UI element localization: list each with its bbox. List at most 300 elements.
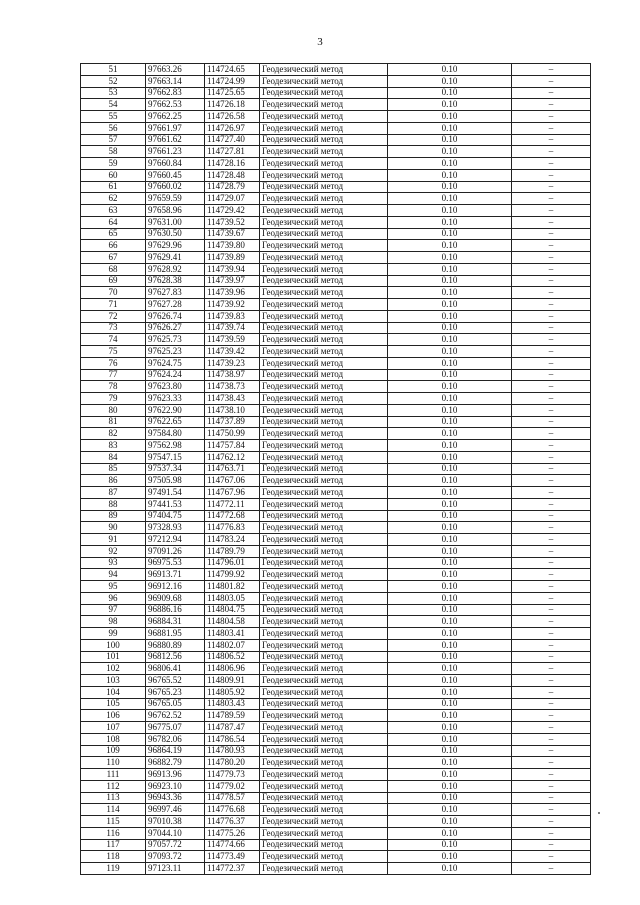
method-cell: Геодезический метод xyxy=(260,404,388,416)
point-number-cell: 106 xyxy=(81,710,146,722)
x-coordinate-cell: 97491.54 xyxy=(146,487,205,499)
point-number-cell: 67 xyxy=(81,252,146,264)
point-number-cell: 113 xyxy=(81,792,146,804)
y-coordinate-cell: 114776.83 xyxy=(205,522,260,534)
y-coordinate-cell: 114772.68 xyxy=(205,510,260,522)
method-cell: Геодезический метод xyxy=(260,581,388,593)
y-coordinate-cell: 114739.52 xyxy=(205,216,260,228)
table-row xyxy=(81,851,591,863)
table-row xyxy=(81,451,591,463)
y-coordinate-cell: 114739.92 xyxy=(205,299,260,311)
x-coordinate-cell: 97626.27 xyxy=(146,322,205,334)
point-number-cell: 68 xyxy=(81,263,146,275)
y-coordinate-cell: 114729.07 xyxy=(205,193,260,205)
x-coordinate-cell: 97584.80 xyxy=(146,428,205,440)
method-cell: Геодезический метод xyxy=(260,275,388,287)
y-coordinate-cell: 114728.79 xyxy=(205,181,260,193)
x-coordinate-cell: 97660.45 xyxy=(146,169,205,181)
x-coordinate-cell: 96886.16 xyxy=(146,604,205,616)
note-cell: – xyxy=(512,193,591,205)
table-row xyxy=(81,122,591,134)
table-row xyxy=(81,369,591,381)
x-coordinate-cell: 97622.65 xyxy=(146,416,205,428)
accuracy-cell: 0.10 xyxy=(388,75,512,87)
x-coordinate-cell: 97091.26 xyxy=(146,545,205,557)
y-coordinate-cell: 114796.01 xyxy=(205,557,260,569)
accuracy-cell: 0.10 xyxy=(388,451,512,463)
x-coordinate-cell: 97627.83 xyxy=(146,287,205,299)
y-coordinate-cell: 114780.20 xyxy=(205,757,260,769)
note-cell: – xyxy=(512,510,591,522)
table-row xyxy=(81,616,591,628)
y-coordinate-cell: 114776.37 xyxy=(205,816,260,828)
x-coordinate-cell: 97659.59 xyxy=(146,193,205,205)
accuracy-cell: 0.10 xyxy=(388,334,512,346)
y-coordinate-cell: 114789.59 xyxy=(205,710,260,722)
note-cell: – xyxy=(512,416,591,428)
x-coordinate-cell: 96881.95 xyxy=(146,628,205,640)
table-row xyxy=(81,757,591,769)
scan-speck xyxy=(598,812,600,814)
accuracy-cell: 0.10 xyxy=(388,722,512,734)
note-cell: – xyxy=(512,134,591,146)
x-coordinate-cell: 96909.68 xyxy=(146,592,205,604)
table-row xyxy=(81,592,591,604)
accuracy-cell: 0.10 xyxy=(388,463,512,475)
y-coordinate-cell: 114724.65 xyxy=(205,64,260,76)
table-row xyxy=(81,87,591,99)
table-row xyxy=(81,134,591,146)
method-cell: Геодезический метод xyxy=(260,863,388,875)
y-coordinate-cell: 114806.52 xyxy=(205,651,260,663)
table-row xyxy=(81,334,591,346)
point-number-cell: 57 xyxy=(81,134,146,146)
note-cell: – xyxy=(512,205,591,217)
note-cell: – xyxy=(512,252,591,264)
point-number-cell: 58 xyxy=(81,146,146,158)
table-row xyxy=(81,64,591,76)
accuracy-cell: 0.10 xyxy=(388,263,512,275)
accuracy-cell: 0.10 xyxy=(388,275,512,287)
point-number-cell: 105 xyxy=(81,698,146,710)
x-coordinate-cell: 97628.92 xyxy=(146,263,205,275)
note-cell: – xyxy=(512,463,591,475)
point-number-cell: 99 xyxy=(81,628,146,640)
y-coordinate-cell: 114739.67 xyxy=(205,228,260,240)
point-number-cell: 62 xyxy=(81,193,146,205)
x-coordinate-cell: 97505.98 xyxy=(146,475,205,487)
table-row xyxy=(81,733,591,745)
accuracy-cell: 0.10 xyxy=(388,428,512,440)
table-row xyxy=(81,346,591,358)
point-number-cell: 72 xyxy=(81,310,146,322)
accuracy-cell: 0.10 xyxy=(388,816,512,828)
accuracy-cell: 0.10 xyxy=(388,228,512,240)
note-cell: – xyxy=(512,639,591,651)
table-row xyxy=(81,675,591,687)
x-coordinate-cell: 97625.23 xyxy=(146,346,205,358)
x-coordinate-cell: 96775.07 xyxy=(146,722,205,734)
note-cell: – xyxy=(512,827,591,839)
method-cell: Геодезический метод xyxy=(260,545,388,557)
x-coordinate-cell: 97547.15 xyxy=(146,451,205,463)
table-row xyxy=(81,780,591,792)
point-number-cell: 86 xyxy=(81,475,146,487)
accuracy-cell: 0.10 xyxy=(388,158,512,170)
x-coordinate-cell: 96913.96 xyxy=(146,769,205,781)
method-cell: Геодезический метод xyxy=(260,827,388,839)
y-coordinate-cell: 114803.43 xyxy=(205,698,260,710)
table-row xyxy=(81,569,591,581)
table-row xyxy=(81,393,591,405)
x-coordinate-cell: 97663.14 xyxy=(146,75,205,87)
method-cell: Геодезический метод xyxy=(260,510,388,522)
y-coordinate-cell: 114726.97 xyxy=(205,122,260,134)
note-cell: – xyxy=(512,839,591,851)
x-coordinate-cell: 97441.53 xyxy=(146,498,205,510)
y-coordinate-cell: 114739.23 xyxy=(205,357,260,369)
method-cell: Геодезический метод xyxy=(260,346,388,358)
x-coordinate-cell: 97626.74 xyxy=(146,310,205,322)
method-cell: Геодезический метод xyxy=(260,569,388,581)
y-coordinate-cell: 114724.99 xyxy=(205,75,260,87)
point-number-cell: 97 xyxy=(81,604,146,616)
y-coordinate-cell: 114738.97 xyxy=(205,369,260,381)
table-row xyxy=(81,428,591,440)
point-number-cell: 81 xyxy=(81,416,146,428)
y-coordinate-cell: 114739.97 xyxy=(205,275,260,287)
accuracy-cell: 0.10 xyxy=(388,663,512,675)
x-coordinate-cell: 97660.02 xyxy=(146,181,205,193)
method-cell: Геодезический метод xyxy=(260,592,388,604)
method-cell: Геодезический метод xyxy=(260,487,388,499)
note-cell: – xyxy=(512,87,591,99)
accuracy-cell: 0.10 xyxy=(388,181,512,193)
note-cell: – xyxy=(512,393,591,405)
point-number-cell: 108 xyxy=(81,733,146,745)
table-row xyxy=(81,557,591,569)
note-cell: – xyxy=(512,534,591,546)
accuracy-cell: 0.10 xyxy=(388,87,512,99)
y-coordinate-cell: 114762.12 xyxy=(205,451,260,463)
method-cell: Геодезический метод xyxy=(260,639,388,651)
accuracy-cell: 0.10 xyxy=(388,381,512,393)
accuracy-cell: 0.10 xyxy=(388,393,512,405)
y-coordinate-cell: 114789.79 xyxy=(205,545,260,557)
y-coordinate-cell: 114739.42 xyxy=(205,346,260,358)
note-cell: – xyxy=(512,369,591,381)
table-row xyxy=(81,181,591,193)
note-cell: – xyxy=(512,698,591,710)
point-number-cell: 63 xyxy=(81,205,146,217)
accuracy-cell: 0.10 xyxy=(388,193,512,205)
method-cell: Геодезический метод xyxy=(260,134,388,146)
method-cell: Геодезический метод xyxy=(260,299,388,311)
point-number-cell: 77 xyxy=(81,369,146,381)
point-number-cell: 78 xyxy=(81,381,146,393)
y-coordinate-cell: 114776.68 xyxy=(205,804,260,816)
x-coordinate-cell: 97662.83 xyxy=(146,87,205,99)
x-coordinate-cell: 97630.50 xyxy=(146,228,205,240)
point-number-cell: 109 xyxy=(81,745,146,757)
point-number-cell: 51 xyxy=(81,64,146,76)
accuracy-cell: 0.10 xyxy=(388,545,512,557)
method-cell: Геодезический метод xyxy=(260,252,388,264)
method-cell: Геодезический метод xyxy=(260,604,388,616)
note-cell: – xyxy=(512,275,591,287)
point-number-cell: 64 xyxy=(81,216,146,228)
method-cell: Геодезический метод xyxy=(260,381,388,393)
point-number-cell: 84 xyxy=(81,451,146,463)
point-number-cell: 61 xyxy=(81,181,146,193)
method-cell: Геодезический метод xyxy=(260,181,388,193)
note-cell: – xyxy=(512,675,591,687)
y-coordinate-cell: 114779.73 xyxy=(205,769,260,781)
accuracy-cell: 0.10 xyxy=(388,604,512,616)
y-coordinate-cell: 114725.65 xyxy=(205,87,260,99)
accuracy-cell: 0.10 xyxy=(388,581,512,593)
method-cell: Геодезический метод xyxy=(260,334,388,346)
note-cell: – xyxy=(512,804,591,816)
y-coordinate-cell: 114775.26 xyxy=(205,827,260,839)
table-row xyxy=(81,769,591,781)
x-coordinate-cell: 97010.38 xyxy=(146,816,205,828)
point-number-cell: 80 xyxy=(81,404,146,416)
method-cell: Геодезический метод xyxy=(260,169,388,181)
note-cell: – xyxy=(512,616,591,628)
point-number-cell: 79 xyxy=(81,393,146,405)
accuracy-cell: 0.10 xyxy=(388,498,512,510)
point-number-cell: 91 xyxy=(81,534,146,546)
point-number-cell: 71 xyxy=(81,299,146,311)
accuracy-cell: 0.10 xyxy=(388,440,512,452)
note-cell: – xyxy=(512,334,591,346)
point-number-cell: 76 xyxy=(81,357,146,369)
accuracy-cell: 0.10 xyxy=(388,146,512,158)
y-coordinate-cell: 114738.10 xyxy=(205,404,260,416)
y-coordinate-cell: 114767.06 xyxy=(205,475,260,487)
note-cell: – xyxy=(512,99,591,111)
accuracy-cell: 0.10 xyxy=(388,252,512,264)
y-coordinate-cell: 114803.05 xyxy=(205,592,260,604)
table-row xyxy=(81,99,591,111)
table-row xyxy=(81,158,591,170)
x-coordinate-cell: 97629.41 xyxy=(146,252,205,264)
x-coordinate-cell: 96943.36 xyxy=(146,792,205,804)
accuracy-cell: 0.10 xyxy=(388,310,512,322)
accuracy-cell: 0.10 xyxy=(388,369,512,381)
y-coordinate-cell: 114726.58 xyxy=(205,111,260,123)
accuracy-cell: 0.10 xyxy=(388,769,512,781)
point-number-cell: 53 xyxy=(81,87,146,99)
note-cell: – xyxy=(512,569,591,581)
y-coordinate-cell: 114739.74 xyxy=(205,322,260,334)
x-coordinate-cell: 96765.23 xyxy=(146,686,205,698)
point-number-cell: 55 xyxy=(81,111,146,123)
coordinates-table-body xyxy=(81,64,591,875)
accuracy-cell: 0.10 xyxy=(388,592,512,604)
table-row xyxy=(81,651,591,663)
point-number-cell: 116 xyxy=(81,827,146,839)
point-number-cell: 112 xyxy=(81,780,146,792)
method-cell: Геодезический метод xyxy=(260,710,388,722)
table-row xyxy=(81,487,591,499)
note-cell: – xyxy=(512,287,591,299)
accuracy-cell: 0.10 xyxy=(388,534,512,546)
table-row xyxy=(81,522,591,534)
x-coordinate-cell: 97057.72 xyxy=(146,839,205,851)
y-coordinate-cell: 114738.43 xyxy=(205,393,260,405)
note-cell: – xyxy=(512,710,591,722)
point-number-cell: 93 xyxy=(81,557,146,569)
note-cell: – xyxy=(512,733,591,745)
note-cell: – xyxy=(512,663,591,675)
accuracy-cell: 0.10 xyxy=(388,122,512,134)
method-cell: Геодезический метод xyxy=(260,75,388,87)
point-number-cell: 74 xyxy=(81,334,146,346)
point-number-cell: 73 xyxy=(81,322,146,334)
note-cell: – xyxy=(512,557,591,569)
note-cell: – xyxy=(512,169,591,181)
table-row xyxy=(81,310,591,322)
note-cell: – xyxy=(512,299,591,311)
method-cell: Геодезический метод xyxy=(260,111,388,123)
table-row xyxy=(81,357,591,369)
accuracy-cell: 0.10 xyxy=(388,686,512,698)
y-coordinate-cell: 114739.83 xyxy=(205,310,260,322)
accuracy-cell: 0.10 xyxy=(388,557,512,569)
y-coordinate-cell: 114799.92 xyxy=(205,569,260,581)
table-row xyxy=(81,804,591,816)
table-row xyxy=(81,863,591,875)
point-number-cell: 69 xyxy=(81,275,146,287)
x-coordinate-cell: 96782.06 xyxy=(146,733,205,745)
note-cell: – xyxy=(512,863,591,875)
x-coordinate-cell: 97623.33 xyxy=(146,393,205,405)
x-coordinate-cell: 96997.46 xyxy=(146,804,205,816)
coordinates-table xyxy=(80,63,591,875)
y-coordinate-cell: 114727.40 xyxy=(205,134,260,146)
note-cell: – xyxy=(512,440,591,452)
method-cell: Геодезический метод xyxy=(260,416,388,428)
y-coordinate-cell: 114778.57 xyxy=(205,792,260,804)
note-cell: – xyxy=(512,75,591,87)
method-cell: Геодезический метод xyxy=(260,628,388,640)
point-number-cell: 111 xyxy=(81,769,146,781)
y-coordinate-cell: 114763.71 xyxy=(205,463,260,475)
accuracy-cell: 0.10 xyxy=(388,675,512,687)
x-coordinate-cell: 97662.53 xyxy=(146,99,205,111)
note-cell: – xyxy=(512,381,591,393)
accuracy-cell: 0.10 xyxy=(388,522,512,534)
point-number-cell: 94 xyxy=(81,569,146,581)
table-row xyxy=(81,275,591,287)
y-coordinate-cell: 114729.42 xyxy=(205,205,260,217)
x-coordinate-cell: 97404.75 xyxy=(146,510,205,522)
y-coordinate-cell: 114787.47 xyxy=(205,722,260,734)
y-coordinate-cell: 114767.96 xyxy=(205,487,260,499)
method-cell: Геодезический метод xyxy=(260,64,388,76)
point-number-cell: 98 xyxy=(81,616,146,628)
x-coordinate-cell: 97562.98 xyxy=(146,440,205,452)
x-coordinate-cell: 97044.10 xyxy=(146,827,205,839)
x-coordinate-cell: 97628.38 xyxy=(146,275,205,287)
x-coordinate-cell: 97661.62 xyxy=(146,134,205,146)
x-coordinate-cell: 97658.96 xyxy=(146,205,205,217)
table-row xyxy=(81,404,591,416)
note-cell: – xyxy=(512,158,591,170)
accuracy-cell: 0.10 xyxy=(388,757,512,769)
point-number-cell: 119 xyxy=(81,863,146,875)
note-cell: – xyxy=(512,592,591,604)
accuracy-cell: 0.10 xyxy=(388,240,512,252)
y-coordinate-cell: 114806.96 xyxy=(205,663,260,675)
x-coordinate-cell: 96765.05 xyxy=(146,698,205,710)
point-number-cell: 88 xyxy=(81,498,146,510)
table-row xyxy=(81,146,591,158)
table-row xyxy=(81,534,591,546)
x-coordinate-cell: 96864.19 xyxy=(146,745,205,757)
method-cell: Геодезический метод xyxy=(260,757,388,769)
y-coordinate-cell: 114773.49 xyxy=(205,851,260,863)
page-number: 3 xyxy=(317,36,323,48)
note-cell: – xyxy=(512,111,591,123)
x-coordinate-cell: 96884.31 xyxy=(146,616,205,628)
accuracy-cell: 0.10 xyxy=(388,639,512,651)
method-cell: Геодезический метод xyxy=(260,745,388,757)
method-cell: Геодезический метод xyxy=(260,698,388,710)
y-coordinate-cell: 114804.75 xyxy=(205,604,260,616)
table-row xyxy=(81,381,591,393)
table-row xyxy=(81,111,591,123)
method-cell: Геодезический метод xyxy=(260,722,388,734)
accuracy-cell: 0.10 xyxy=(388,64,512,76)
accuracy-cell: 0.10 xyxy=(388,287,512,299)
point-number-cell: 75 xyxy=(81,346,146,358)
note-cell: – xyxy=(512,357,591,369)
accuracy-cell: 0.10 xyxy=(388,863,512,875)
accuracy-cell: 0.10 xyxy=(388,733,512,745)
x-coordinate-cell: 97624.24 xyxy=(146,369,205,381)
method-cell: Геодезический метод xyxy=(260,240,388,252)
point-number-cell: 92 xyxy=(81,545,146,557)
method-cell: Геодезический метод xyxy=(260,816,388,828)
table-row xyxy=(81,604,591,616)
x-coordinate-cell: 97629.96 xyxy=(146,240,205,252)
note-cell: – xyxy=(512,757,591,769)
note-cell: – xyxy=(512,146,591,158)
method-cell: Геодезический метод xyxy=(260,463,388,475)
x-coordinate-cell: 96880.89 xyxy=(146,639,205,651)
table-row xyxy=(81,263,591,275)
x-coordinate-cell: 96806.41 xyxy=(146,663,205,675)
accuracy-cell: 0.10 xyxy=(388,804,512,816)
method-cell: Геодезический метод xyxy=(260,216,388,228)
y-coordinate-cell: 114739.96 xyxy=(205,287,260,299)
point-number-cell: 85 xyxy=(81,463,146,475)
accuracy-cell: 0.10 xyxy=(388,827,512,839)
note-cell: – xyxy=(512,451,591,463)
accuracy-cell: 0.10 xyxy=(388,216,512,228)
point-number-cell: 89 xyxy=(81,510,146,522)
table-row xyxy=(81,510,591,522)
point-number-cell: 101 xyxy=(81,651,146,663)
x-coordinate-cell: 96882.79 xyxy=(146,757,205,769)
note-cell: – xyxy=(512,310,591,322)
y-coordinate-cell: 114805.92 xyxy=(205,686,260,698)
y-coordinate-cell: 114783.24 xyxy=(205,534,260,546)
note-cell: – xyxy=(512,686,591,698)
